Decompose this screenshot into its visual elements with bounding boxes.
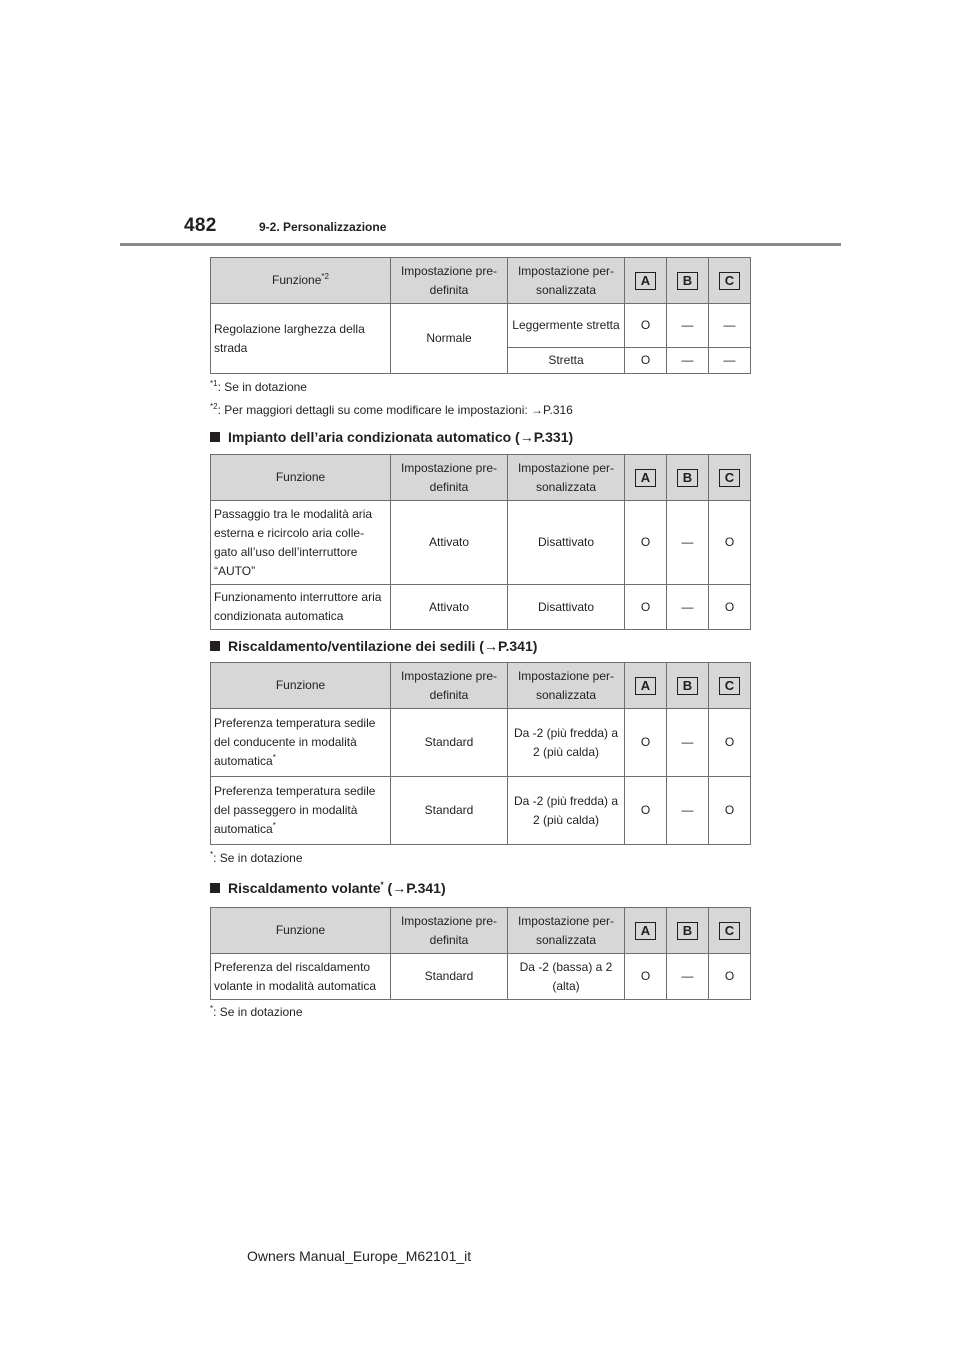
page-ref-arrow: → — [531, 403, 544, 417]
a-cell: O — [625, 777, 667, 845]
default-cell: Attivato — [391, 501, 508, 585]
col-c-header — [709, 455, 751, 501]
col-custom-header: Impostazione per-sonalizzata — [508, 455, 625, 501]
custom-cell: Da -2 (più fredda) a 2 (più calda) — [508, 709, 625, 777]
default-cell: Attivato — [391, 585, 508, 630]
col-b-header — [667, 908, 709, 954]
footnote-1: $^{*1}$: Se in dotazione — [210, 379, 307, 394]
footnote-3: *: Se in dotazione — [210, 850, 303, 865]
col-default-header: Impostazione pre-definita — [391, 258, 508, 304]
table-header-row — [211, 663, 751, 709]
c-cell: — — [709, 304, 751, 348]
table-row — [211, 954, 751, 1000]
b-cell: — — [667, 585, 709, 630]
settings-table-seat-heating — [210, 662, 751, 845]
col-b-box: B — [677, 922, 698, 940]
table-header-row — [211, 455, 751, 501]
c-cell: O — [709, 709, 751, 777]
a-cell: O — [625, 501, 667, 585]
table-row — [211, 709, 751, 777]
table-header-row — [211, 908, 751, 954]
a-cell: O — [625, 954, 667, 1000]
custom-cell: Disattivato — [508, 585, 625, 630]
col-c-header — [709, 663, 751, 709]
page-ref-arrow: → — [519, 429, 534, 445]
col-c-box: C — [719, 272, 740, 290]
col-b-box: B — [677, 272, 698, 290]
default-cell: Standard — [391, 777, 508, 845]
table-header-row — [211, 258, 751, 304]
page-number: 482 — [184, 215, 217, 236]
col-b-header — [667, 455, 709, 501]
col-a-box: A — [635, 922, 656, 940]
col-c-box: C — [719, 677, 740, 695]
page-ref-link[interactable]: P.341 — [406, 880, 441, 896]
col-a-box: A — [635, 677, 656, 695]
col-custom-header: Impostazione per-sonalizzata — [508, 258, 625, 304]
col-a-header — [625, 663, 667, 709]
footnote-2: $^{*2}$: Per maggiori dettagli su come modificare le impostazioni: →P.316 — [210, 402, 573, 417]
subheading-air-conditioning: Impianto dell’aria condizionata automatico (→P.331) — [210, 429, 573, 445]
col-function-header: Funzione — [211, 663, 391, 709]
col-c-header — [709, 258, 751, 304]
col-a-header — [625, 455, 667, 501]
subheading-seat-heating: Riscaldamento/ventilazione dei sedili (→P.341) — [210, 638, 537, 654]
default-cell: Standard — [391, 954, 508, 1000]
col-custom-header: Impostazione per-sonalizzata — [508, 908, 625, 954]
page-ref-link[interactable]: P.341 — [497, 638, 533, 654]
b-cell: — — [667, 304, 709, 348]
settings-table-steering-heating — [210, 907, 751, 1000]
col-c-box: C — [719, 469, 740, 487]
col-b-header — [667, 258, 709, 304]
function-cell: Regolazione larghezza della strada — [211, 304, 391, 374]
custom-cell: Da -2 (più fredda) a 2 (più calda) — [508, 777, 625, 845]
section-title: 9-2. Personalizzazione — [259, 220, 387, 234]
function-cell: Passaggio tra le modalità aria esterna e ricircolo aria colle-gato all’uso dell’interruttore “AUTO” — [211, 501, 391, 585]
header-rule — [120, 243, 841, 246]
c-cell: O — [709, 585, 751, 630]
square-bullet-icon — [210, 432, 220, 442]
col-function-header: Funzione — [211, 455, 391, 501]
square-bullet-icon — [210, 883, 220, 893]
page-ref-link[interactable]: P.316 — [543, 403, 573, 417]
col-b-box: B — [677, 677, 698, 695]
a-cell: O — [625, 304, 667, 348]
col-default-header: Impostazione pre-definita — [391, 455, 508, 501]
c-cell: — — [709, 348, 751, 374]
square-bullet-icon — [210, 641, 220, 651]
table-row — [211, 777, 751, 845]
b-cell: — — [667, 954, 709, 1000]
col-c-header — [709, 908, 751, 954]
document-id-footer: Owners Manual_Europe_M62101_it — [247, 1248, 472, 1264]
page-ref-arrow: → — [392, 880, 407, 896]
col-a-header — [625, 258, 667, 304]
b-cell: — — [667, 501, 709, 585]
a-cell: O — [625, 348, 667, 374]
table-row — [211, 585, 751, 630]
col-custom-header: Impostazione per-sonalizzata — [508, 663, 625, 709]
col-default-header: Impostazione pre-definita — [391, 663, 508, 709]
custom-cell: Disattivato — [508, 501, 625, 585]
c-cell: O — [709, 501, 751, 585]
b-cell: — — [667, 709, 709, 777]
b-cell: — — [667, 777, 709, 845]
a-cell: O — [625, 709, 667, 777]
function-cell: Preferenza temperatura sedile del passeggero in modalità automatica* — [211, 777, 391, 845]
page-ref-arrow: → — [483, 638, 498, 654]
default-cell: Normale — [391, 304, 508, 374]
col-a-box: A — [635, 469, 656, 487]
col-a-header — [625, 908, 667, 954]
function-cell: Funzionamento interruttore aria condizionata automatica — [211, 585, 391, 630]
function-cell: Preferenza del riscaldamento volante in modalità automatica — [211, 954, 391, 1000]
subheading-steering-heating: Riscaldamento volante* (→P.341) — [210, 880, 446, 896]
custom-cell: Stretta — [508, 348, 625, 374]
table-row — [211, 501, 751, 585]
c-cell: O — [709, 777, 751, 845]
default-cell: Standard — [391, 709, 508, 777]
custom-cell: Da -2 (bassa) a 2 (alta) — [508, 954, 625, 1000]
col-function-header: Funzione — [211, 908, 391, 954]
c-cell: O — [709, 954, 751, 1000]
col-default-header: Impostazione pre-definita — [391, 908, 508, 954]
col-function-header: Funzione$^{*2}$ — [211, 258, 391, 304]
table-row — [211, 304, 751, 348]
function-cell: Preferenza temperatura sedile del conducente in modalità automatica* — [211, 709, 391, 777]
col-c-box: C — [719, 922, 740, 940]
col-b-box: B — [677, 469, 698, 487]
a-cell: O — [625, 585, 667, 630]
col-a-box: A — [635, 272, 656, 290]
settings-table-air-conditioning — [210, 454, 751, 630]
col-b-header — [667, 663, 709, 709]
b-cell: — — [667, 348, 709, 374]
custom-cell: Leggermente stretta — [508, 304, 625, 348]
page-ref-link[interactable]: P.331 — [533, 429, 569, 445]
settings-table-road-width — [210, 257, 751, 374]
footnote-4: *: Se in dotazione — [210, 1004, 303, 1019]
